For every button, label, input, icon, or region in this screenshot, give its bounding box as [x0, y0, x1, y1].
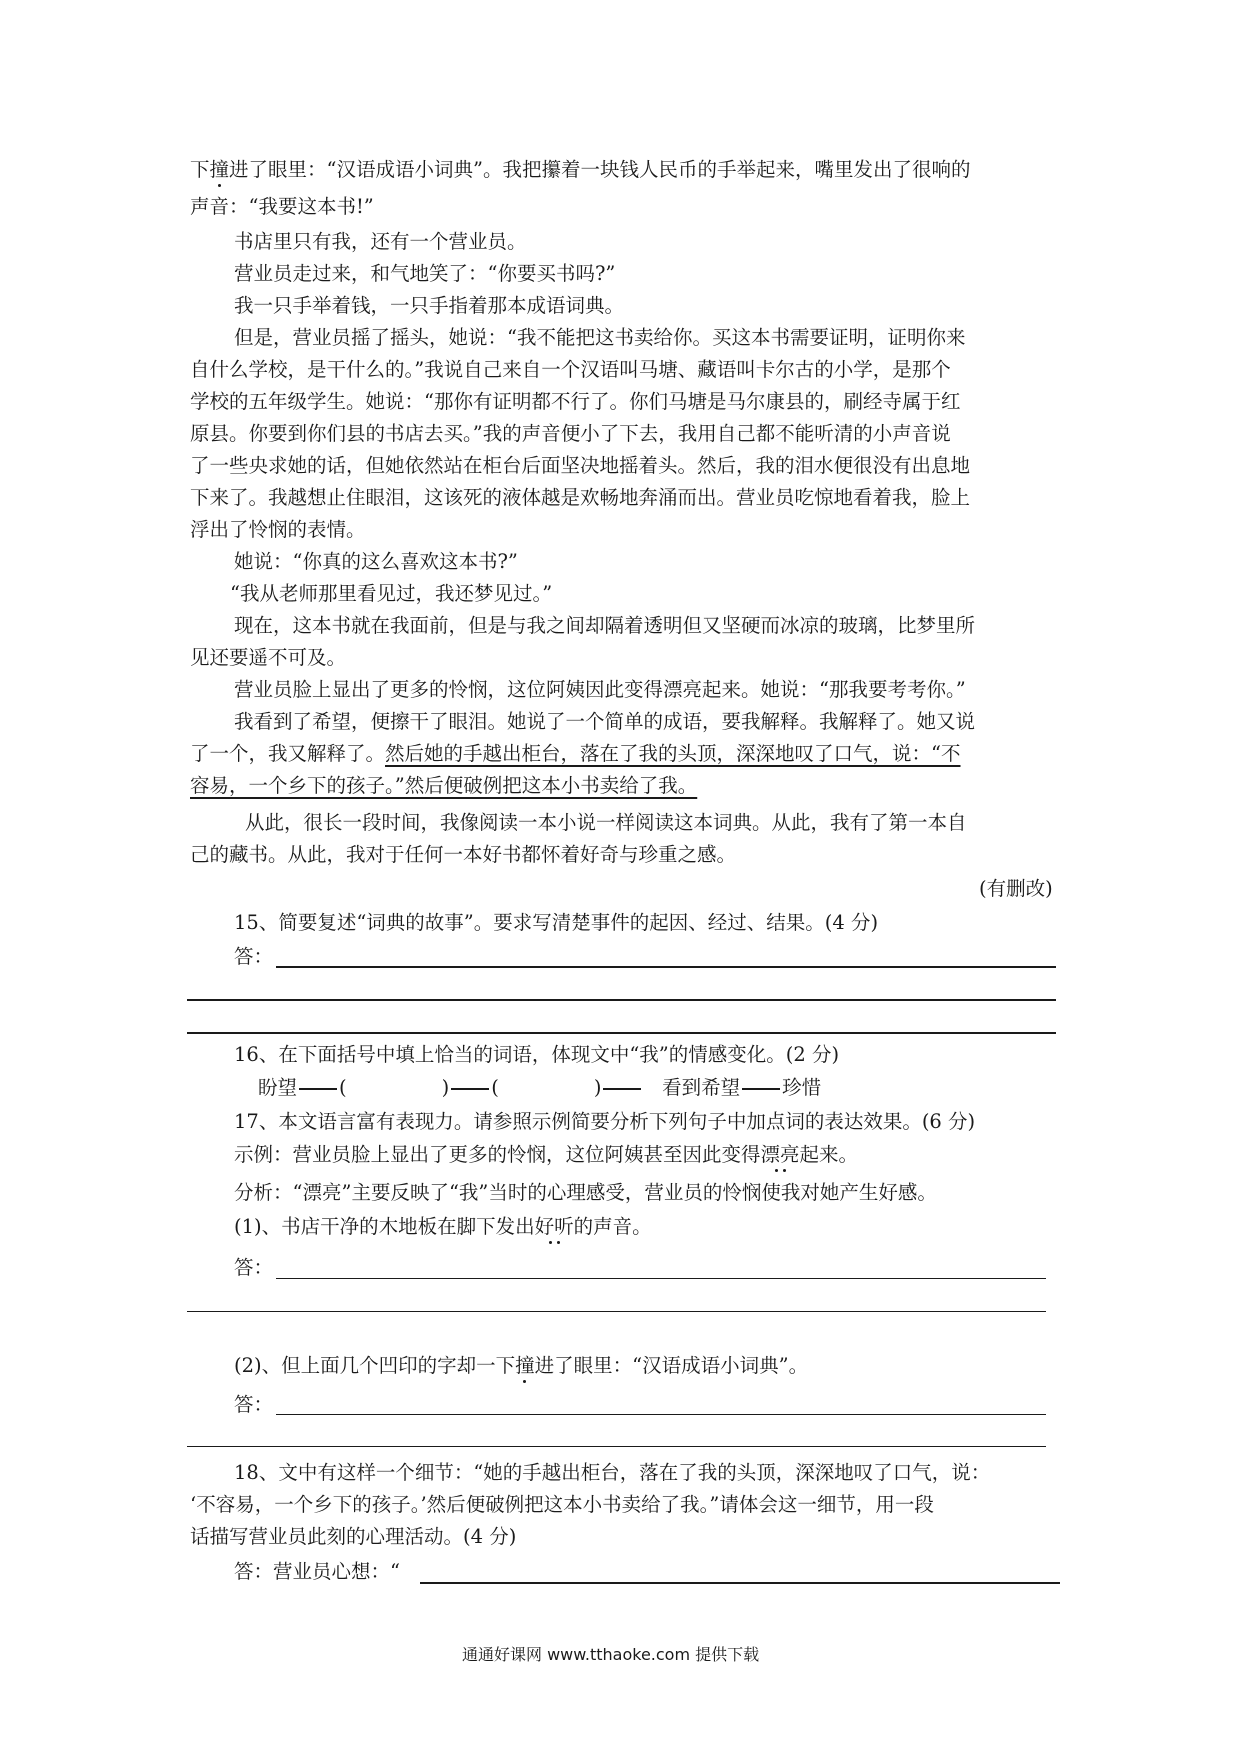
underlined-sentence: 然后她的手越出柜台，落在了我的头顶，深深地叹了口气，说：“不: [385, 742, 961, 765]
passage-line-17: 营业员脸上显出了更多的怜悯，这位阿姨因此变得漂亮起来。她说：“那我要考考你。”: [234, 678, 966, 701]
q15-answer-label: 答：: [234, 945, 274, 968]
q15-answer-line-2[interactable]: [187, 999, 1056, 1001]
page-footer: 通通好课网 www.tthaoke.com 提供下载: [462, 1645, 760, 1664]
q17-1-answer-line-1[interactable]: [276, 1278, 1046, 1279]
q18-line-2: ‘不容易，一个乡下的孩子。’然后便破例把这本小书卖给了我。”请体会这一细节，用一段: [190, 1493, 934, 1516]
arrow-dash: [742, 1088, 780, 1090]
passage-line-5: 我一只手举着钱，一只手指着那本成语词典。: [234, 294, 625, 317]
q17-sentence-1: [234, 1212, 652, 1242]
arrow-dash: [451, 1088, 489, 1090]
q18-answer-line[interactable]: [420, 1582, 1060, 1584]
dotted-word: 漂亮: [760, 1143, 800, 1166]
passage-line-21: 从此，很长一段时间，我像阅读一本小说一样阅读这本词典。从此，我有了第一本自: [245, 811, 967, 834]
text: 进了眼里：“汉语成语小词典”。我把攥着一块钱人民币的手举起来，嘴里发出了很响的: [229, 158, 971, 181]
passage-line-6: 但是，营业员摇了摇头，她说：“我不能把这书卖给你。买这本书需要证明，证明你来: [234, 326, 966, 349]
passage-line-20-underlined: 容易，一个乡下的孩子。”然后便破例把这本小书卖给了我。: [190, 774, 698, 797]
emotion-step: 看到希望: [662, 1076, 741, 1099]
text: (2)、但上面几个凹印的字却一下: [234, 1354, 516, 1377]
passage-line-14: “我从老师那里看见过，我还梦见过。”: [230, 582, 553, 605]
q18-answer-label: 答：营业员心想：“: [234, 1560, 400, 1583]
arrow-dash: [299, 1088, 337, 1090]
passage-line-18: 我看到了希望，便擦干了眼泪。她说了一个简单的成语，要我解释。我解释了。她又说: [234, 710, 976, 733]
text: 示例：营业员脸上显出了更多的怜悯，这位阿姨甚至因此变得: [234, 1143, 761, 1166]
q17-1-answer-line-2[interactable]: [187, 1311, 1046, 1312]
q16-emotion-chain: [258, 1073, 821, 1103]
text: 的声音。: [573, 1215, 652, 1238]
passage-line-9: 原县。你要到你们县的书店去买。”我的声音便小了下去，我用自己都不能听清的小声音说: [190, 422, 951, 445]
q17-sentence-2: [234, 1351, 808, 1381]
q17-example: [234, 1140, 858, 1170]
q15-answer-line-3[interactable]: [187, 1032, 1056, 1034]
paren: (: [339, 1076, 347, 1099]
passage-line-7: 自什么学校，是干什么的。”我说自己来自一个汉语叫马塘、藏语叫卡尔古的小学，是那个: [190, 358, 951, 381]
text: 了一个，我又解释了。: [190, 742, 386, 765]
emotion-step: 珍惜: [782, 1076, 822, 1099]
paren: ): [441, 1076, 450, 1099]
passage-line-8: 学校的五年级学生。她说：“那你有证明都不行了。你们马塘是马尔康县的，刷经寺属于红: [190, 390, 961, 413]
dotted-word: 撞: [515, 1354, 535, 1377]
passage-line-11: 下来了。我越想止住眼泪，这该死的液体越是欢畅地奔涌而出。营业员吃惊地看着我，脸上: [190, 486, 971, 509]
paren: (: [491, 1076, 499, 1099]
passage-line-4: 营业员走过来，和气地笑了：“你要买书吗?”: [234, 262, 616, 285]
passage-line-10: 了一些央求她的话，但她依然站在柜台后面坚决地摇着头。然后，我的泪水便很没有出息地: [190, 454, 971, 477]
passage-line-19: [190, 739, 961, 769]
q15-answer-line-1[interactable]: [276, 966, 1056, 968]
q18-line-3: 话描写营业员此刻的心理活动。(4 分): [190, 1525, 517, 1548]
text: 起来。: [799, 1143, 859, 1166]
text: 进了眼里：“汉语成语小词典”。: [534, 1354, 809, 1377]
passage-line-3: 书店里只有我，还有一个营业员。: [234, 230, 527, 253]
passage-line-12: 浮出了怜悯的表情。: [190, 518, 366, 541]
q16-question: 16、在下面括号中填上恰当的词语，体现文中“我”的情感变化。(2 分): [234, 1043, 840, 1066]
q17-analysis: 分析：“漂亮”主要反映了“我”当时的心理感受，营业员的怜悯使我对她产生好感。: [234, 1181, 937, 1204]
passage-line-2: 声音：“我要这本书!”: [190, 195, 374, 218]
q15-question: 15、简要复述“词典的故事”。要求写清楚事件的起因、经过、结果。(4 分): [234, 911, 879, 934]
passage-line-22: 己的藏书。从此，我对于任何一本好书都怀着好奇与珍重之感。: [190, 843, 737, 866]
q17-2-answer-label: 答：: [234, 1393, 274, 1416]
passage-line-13: 她说：“你真的这么喜欢这本书?”: [234, 550, 518, 573]
emotion-step: 盼望: [258, 1076, 298, 1099]
q17-2-answer-line-1[interactable]: [276, 1414, 1046, 1415]
q17-2-answer-line-2[interactable]: [187, 1446, 1046, 1447]
source-note: (有删改): [979, 877, 1053, 900]
q17-question: 17、本文语言富有表现力。请参照示例简要分析下列句子中加点词的表达效果。(6 分): [234, 1110, 976, 1133]
q18-line-1: 18、文中有这样一个细节：“她的手越出柜台，落在了我的头顶，深深地叹了口气，说：: [234, 1461, 991, 1484]
text: (1)、书店干净的木地板在脚下发出: [234, 1215, 535, 1238]
dotted-word: 撞: [209, 158, 230, 181]
passage-line-16: 见还要遥不可及。: [190, 646, 347, 669]
dotted-word: 好听: [534, 1215, 574, 1238]
paren: ): [593, 1076, 602, 1099]
text: 下: [190, 158, 210, 181]
arrow-dash: [603, 1088, 641, 1090]
passage-line-1: [190, 155, 970, 185]
passage-line-15: 现在，这本书就在我面前，但是与我之间却隔着透明但又坚硬而冰凉的玻璃，比梦里所: [234, 614, 976, 637]
q17-1-answer-label: 答：: [234, 1256, 274, 1279]
